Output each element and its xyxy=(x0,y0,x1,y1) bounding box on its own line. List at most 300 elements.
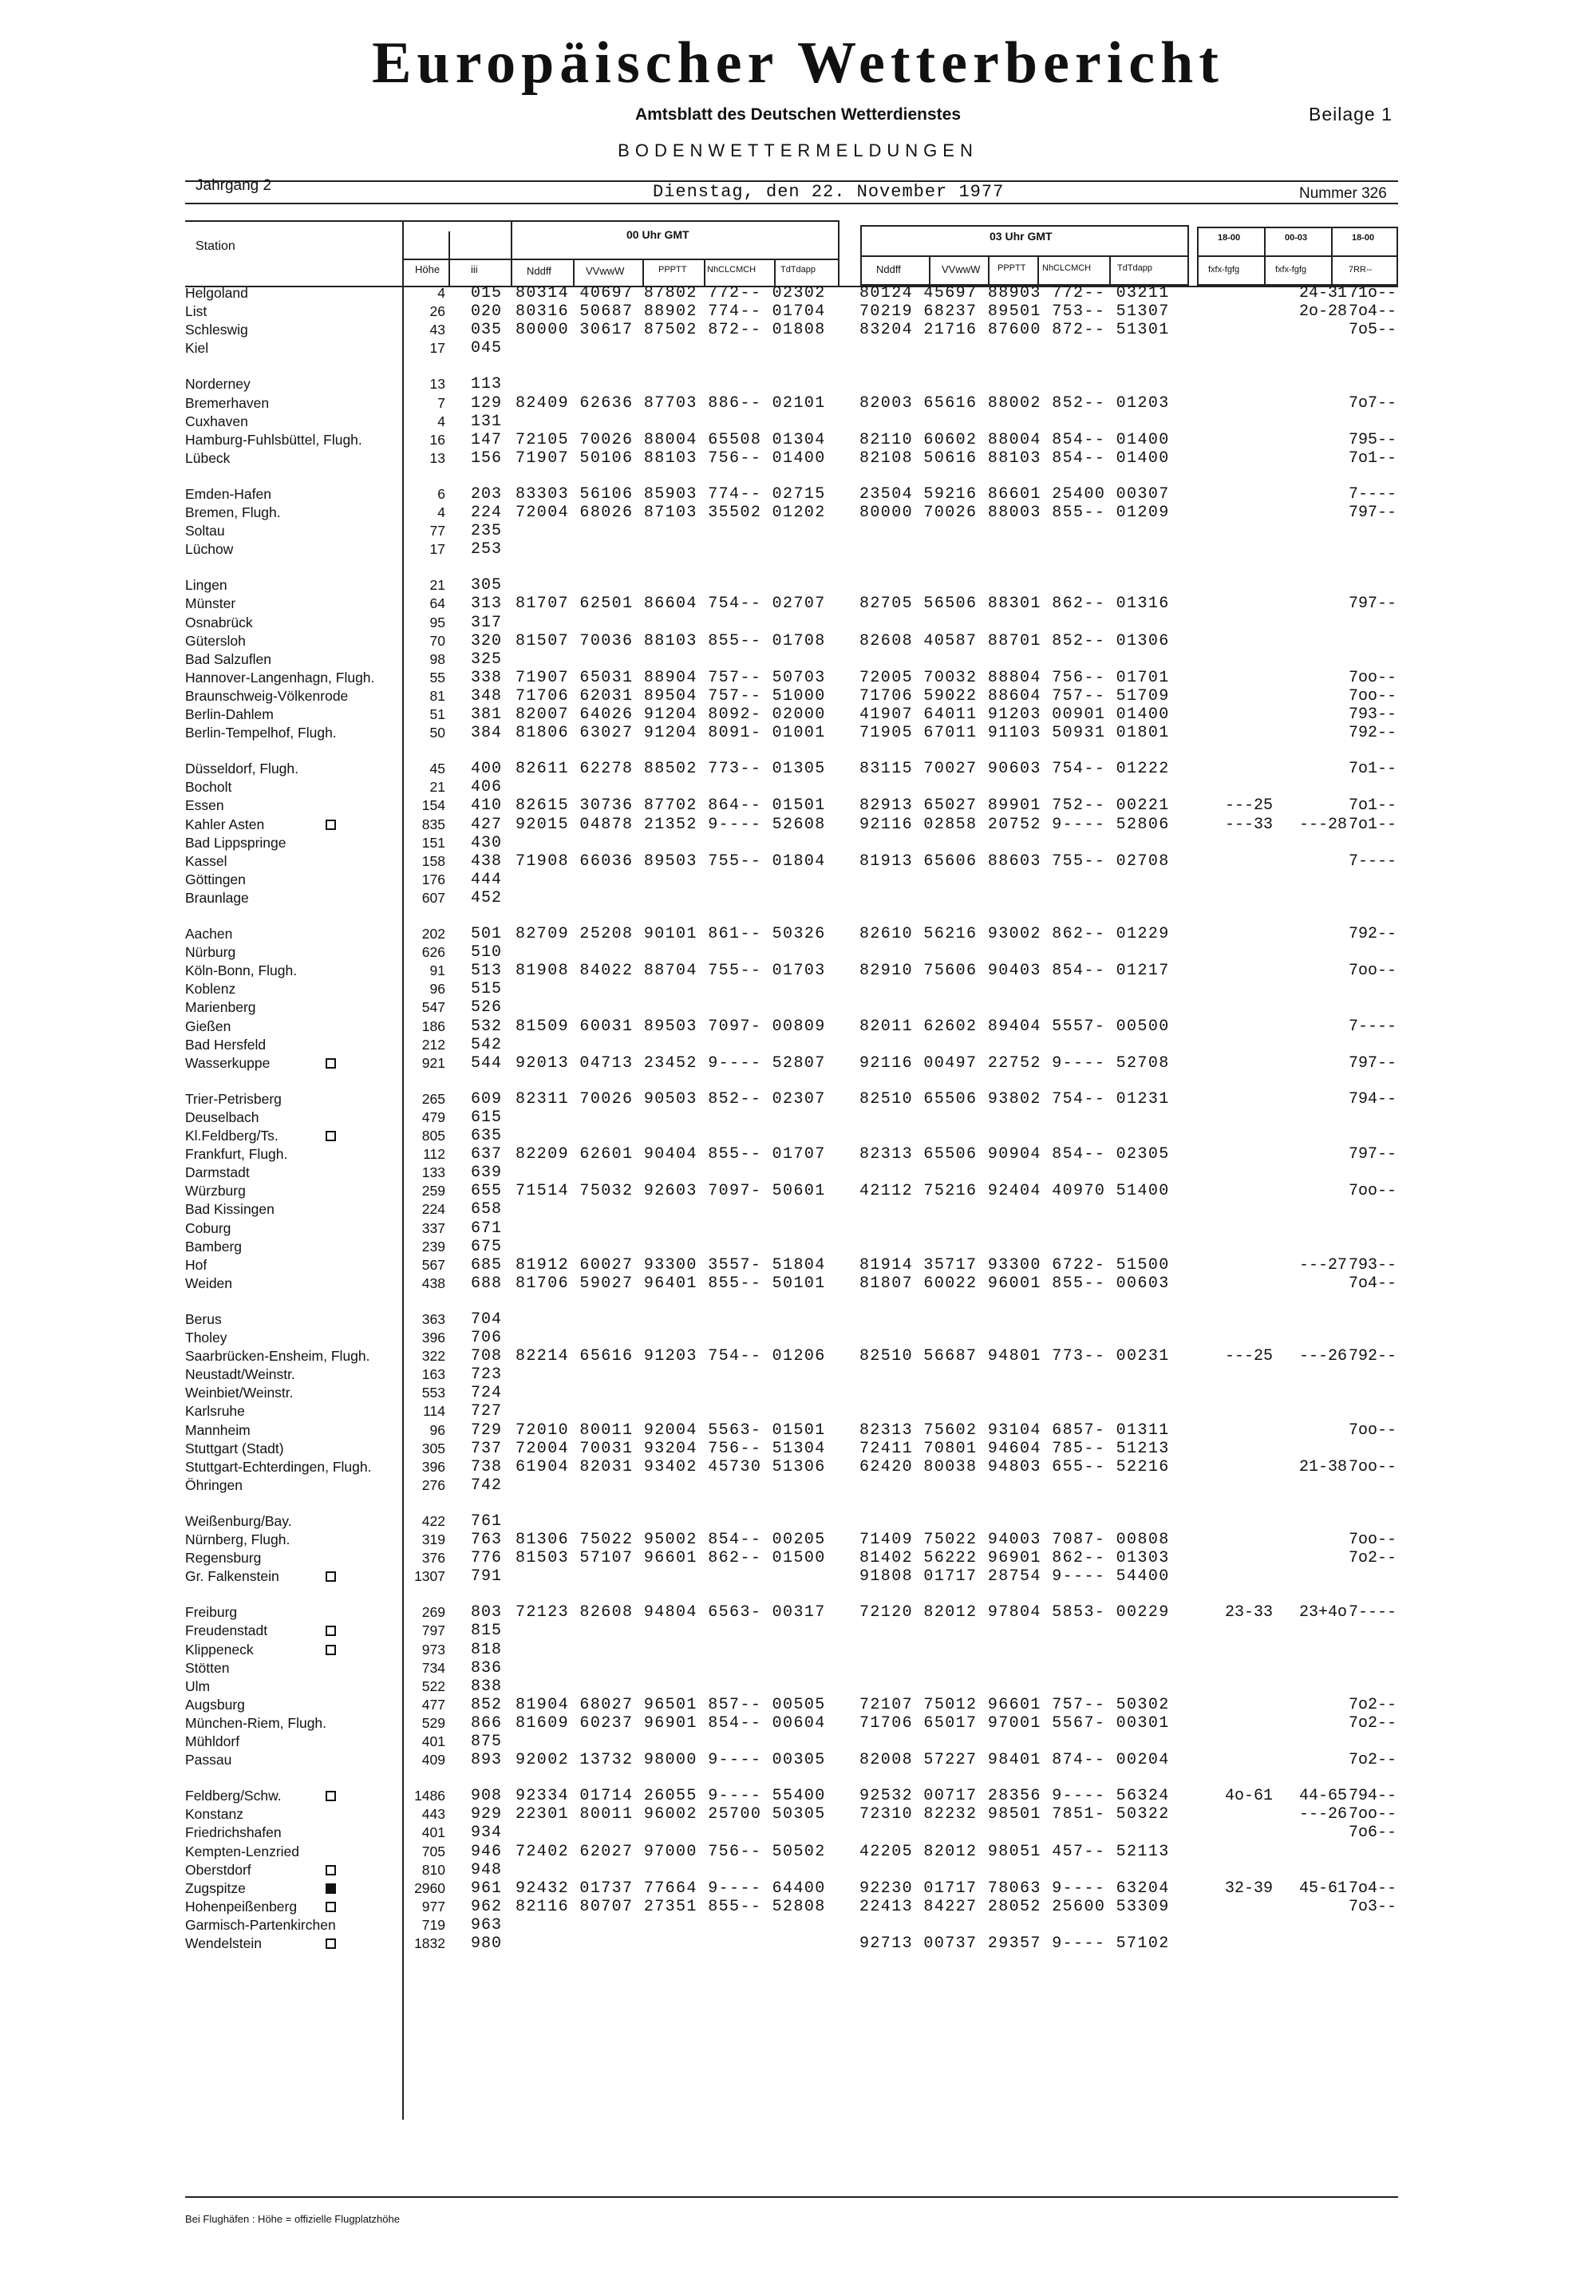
station-index: 381 xyxy=(471,705,503,724)
station-index: 020 xyxy=(471,302,503,322)
station-elevation: 797 xyxy=(421,1622,445,1639)
station-name: Karlsruhe xyxy=(185,1403,245,1420)
precip-18-00: 797-- xyxy=(1349,595,1397,614)
header-divider xyxy=(1197,255,1398,257)
station-name: Konstanz xyxy=(185,1806,243,1823)
gust-18-00: 4o-61 xyxy=(1224,1787,1273,1806)
station-index: 384 xyxy=(471,724,503,743)
station-elevation: 319 xyxy=(421,1531,445,1547)
station-elevation: 810 xyxy=(421,1861,445,1878)
precip-18-00: 7o7-- xyxy=(1349,393,1397,413)
station-index: 776 xyxy=(471,1549,503,1568)
station-elevation: 64 xyxy=(429,595,445,612)
station-name: Norderney xyxy=(185,376,251,393)
sub-col-rule xyxy=(642,259,644,286)
station-index: 400 xyxy=(471,760,503,779)
station-index: 655 xyxy=(471,1182,503,1201)
station-index: 948 xyxy=(471,1860,503,1879)
station-elevation: 376 xyxy=(421,1550,445,1567)
station-name: Wendelstein xyxy=(185,1935,262,1951)
sub-col-rule xyxy=(1109,255,1111,286)
obs-03-gmt: 92532 00717 28356 9---- 56324 xyxy=(859,1787,1170,1806)
obs-00-gmt: 81609 60237 96901 854-- 00604 xyxy=(516,1713,826,1733)
obs-03-gmt: 42112 75216 92404 40970 51400 xyxy=(859,1182,1170,1201)
station-index: 131 xyxy=(471,412,503,431)
footer-rule xyxy=(185,2196,1398,2198)
station-elevation: 977 xyxy=(421,1898,445,1915)
station-name: Mannheim xyxy=(185,1421,251,1438)
precip-18-00: 7oo-- xyxy=(1349,1457,1397,1476)
obs-03-gmt: 81807 60022 96001 855-- 00603 xyxy=(859,1274,1170,1293)
station-index: 724 xyxy=(471,1384,503,1403)
station-elevation: 158 xyxy=(421,852,445,869)
station-elevation: 43 xyxy=(429,322,445,338)
station-name: Trier-Petrisberg xyxy=(185,1090,282,1107)
station-elevation: 443 xyxy=(421,1806,445,1823)
station-name: Freiburg xyxy=(185,1604,238,1621)
station-elevation: 21 xyxy=(429,577,445,594)
station-index: 235 xyxy=(471,522,503,541)
station-index: 893 xyxy=(471,1751,503,1770)
station-elevation: 734 xyxy=(421,1659,445,1676)
station-name: Emden-Hafen xyxy=(185,485,271,502)
precip-18-00: 7o2-- xyxy=(1349,1695,1397,1714)
station-elevation: 96 xyxy=(429,1421,445,1438)
obs-00-gmt: 71706 62031 89504 757-- 51000 xyxy=(516,686,826,705)
station-name: Bremen, Flugh. xyxy=(185,504,281,520)
subtitle: Amtsblatt des Deutschen Wetterdienstes xyxy=(634,105,962,124)
obs-00-gmt: 72004 68026 87103 35502 01202 xyxy=(516,504,826,522)
obs-03-gmt: 82011 62602 89404 5557- 00500 xyxy=(859,1017,1170,1036)
station-name: Hamburg-Fuhlsbüttel, Flugh. xyxy=(185,431,362,448)
station-index: 637 xyxy=(471,1145,503,1164)
obs-03-gmt: 82510 56687 94801 773-- 00231 xyxy=(859,1347,1170,1366)
obs-00-gmt: 82214 65616 91203 754-- 01206 xyxy=(516,1347,826,1366)
station-elevation: 1307 xyxy=(414,1568,445,1585)
station-elevation: 96 xyxy=(429,981,445,998)
station-name: Bad Kissingen xyxy=(185,1201,275,1218)
obs-00-gmt: 81509 60031 89503 7097- 00809 xyxy=(516,1017,826,1036)
obs-03-gmt: 71409 75022 94003 7087- 00808 xyxy=(859,1531,1170,1549)
obs-03-gmt: 91808 01717 28754 9---- 54400 xyxy=(859,1567,1170,1587)
station-index: 685 xyxy=(471,1255,503,1274)
station-name: Oberstdorf xyxy=(185,1861,251,1878)
station-name: Augsburg xyxy=(185,1696,245,1713)
station-index: 723 xyxy=(471,1365,503,1385)
station-elevation: 921 xyxy=(421,1054,445,1071)
nddff-header-03: Nddff xyxy=(876,263,901,275)
station-name: Saarbrücken-Ensheim, Flugh. xyxy=(185,1348,370,1365)
station-index: 803 xyxy=(471,1603,503,1622)
station-elevation: 163 xyxy=(421,1366,445,1383)
sub-col-rule xyxy=(573,259,575,286)
obs-00-gmt: 81707 62501 86604 754-- 02707 xyxy=(516,595,826,614)
empty-square-marker xyxy=(326,1791,336,1801)
station-elevation: 17 xyxy=(429,340,445,357)
station-elevation: 95 xyxy=(429,614,445,630)
station-elevation: 705 xyxy=(421,1843,445,1859)
ppptt-header: PPPTT xyxy=(658,265,687,275)
station-name: Marienberg xyxy=(185,999,256,1016)
station-index: 320 xyxy=(471,631,503,650)
station-elevation: 6 xyxy=(437,485,445,502)
station-name: Soltau xyxy=(185,523,225,539)
station-name: Regensburg xyxy=(185,1550,262,1567)
station-index: 962 xyxy=(471,1897,503,1916)
obs-00-gmt: 82615 30736 87702 864-- 01501 xyxy=(516,796,826,816)
gust-00-03: ---26 xyxy=(1298,1805,1347,1824)
obs-00-gmt: 82209 62601 90404 855-- 01707 xyxy=(516,1145,826,1164)
station-elevation: 553 xyxy=(421,1385,445,1401)
precip-18-00: 7o6-- xyxy=(1349,1824,1397,1843)
station-elevation: 401 xyxy=(421,1733,445,1749)
vvwww-header-03: VVwwW xyxy=(942,263,981,275)
station-name: Hof xyxy=(185,1256,207,1273)
precip-18-00: 7o3-- xyxy=(1349,1897,1397,1916)
obs-00-gmt: 71514 75032 92603 7097- 50601 xyxy=(516,1182,826,1201)
station-elevation: 973 xyxy=(421,1641,445,1658)
station-elevation: 7 xyxy=(437,394,445,411)
station-index: 510 xyxy=(471,943,503,962)
precip-18-00: 7oo-- xyxy=(1349,686,1397,705)
precip-18-00: 7o2-- xyxy=(1349,1751,1397,1770)
station-index: 675 xyxy=(471,1237,503,1256)
station-index: 113 xyxy=(471,375,503,394)
station-name: Hohenpeißenberg xyxy=(185,1898,298,1915)
obs-00-gmt: 72402 62027 97000 756-- 50502 xyxy=(516,1842,826,1861)
station-elevation: 337 xyxy=(421,1219,445,1236)
station-elevation: 396 xyxy=(421,1458,445,1475)
obs-00-gmt: 92002 13732 98000 9---- 00305 xyxy=(516,1751,826,1770)
station-index: 224 xyxy=(471,504,503,522)
page-title: Europäischer Wetterbericht xyxy=(372,30,1224,96)
hoehe-header: Höhe xyxy=(415,263,440,275)
station-index: 704 xyxy=(471,1310,503,1329)
station-elevation: 77 xyxy=(429,523,445,539)
station-elevation: 112 xyxy=(423,1146,445,1163)
sub-col-rule xyxy=(774,259,776,286)
station-elevation: 133 xyxy=(421,1164,445,1181)
station-index: 305 xyxy=(471,576,503,595)
station-elevation: 607 xyxy=(421,889,445,906)
station-elevation: 1832 xyxy=(414,1935,445,1951)
station-elevation: 239 xyxy=(421,1238,445,1255)
station-elevation: 114 xyxy=(423,1403,445,1420)
station-elevation: 567 xyxy=(421,1256,445,1273)
gust-18-00: 32-39 xyxy=(1224,1879,1273,1898)
station-elevation: 269 xyxy=(421,1604,445,1621)
station-elevation: 4 xyxy=(437,285,445,301)
station-name: Kahler Asten xyxy=(185,816,265,832)
obs-03-gmt: 82510 65506 93802 754-- 01231 xyxy=(859,1089,1170,1108)
station-elevation: 13 xyxy=(429,449,445,466)
obs-03-gmt: 82110 60602 88004 854-- 01400 xyxy=(859,430,1170,449)
nddff-header: Nddff xyxy=(527,265,551,277)
station-name: Bamberg xyxy=(185,1238,243,1255)
station-name: Kl.Feldberg/Ts. xyxy=(185,1128,279,1144)
obs-00-gmt: 82611 62278 88502 773-- 01305 xyxy=(516,760,826,779)
precip-18-00: 792-- xyxy=(1349,724,1397,743)
obs-00-gmt: 83303 56106 85903 774-- 02715 xyxy=(516,484,826,504)
precip-18-00: 7o2-- xyxy=(1349,1713,1397,1733)
station-name: Stuttgart-Echterdingen, Flugh. xyxy=(185,1458,372,1475)
empty-square-marker xyxy=(326,1131,336,1141)
obs-00-gmt: 71908 66036 89503 755-- 01804 xyxy=(516,852,826,871)
issue-date: Dienstag, den 22. November 1977 xyxy=(653,182,1005,202)
station-index: 338 xyxy=(471,668,503,687)
station-name: Weinbiet/Weinstr. xyxy=(185,1385,294,1401)
station-name: Berlin-Dahlem xyxy=(185,706,274,722)
station-name: Klippeneck xyxy=(185,1641,254,1658)
filled-square-marker xyxy=(326,1883,336,1894)
station-elevation: 422 xyxy=(421,1512,445,1529)
obs-03-gmt: 72310 82232 98501 7851- 50322 xyxy=(859,1805,1170,1824)
footnote: Bei Flughäfen : Höhe = offizielle Flugplatzhöhe xyxy=(185,2213,400,2225)
station-elevation: 17 xyxy=(429,541,445,558)
precip-18-00: 794-- xyxy=(1349,1089,1397,1108)
jahrgang: Jahrgang 2 xyxy=(196,177,272,194)
station-name: Wasserkuppe xyxy=(185,1054,271,1071)
station-name: Tholey xyxy=(185,1330,227,1346)
station-name: Stötten xyxy=(185,1659,230,1676)
obs-03-gmt: 70219 68237 89501 753-- 51307 xyxy=(859,302,1170,322)
obs-03-gmt: 81914 35717 93300 6722- 51500 xyxy=(859,1255,1170,1274)
station-name: Feldberg/Schw. xyxy=(185,1788,282,1804)
station-name: Köln-Bonn, Flugh. xyxy=(185,962,298,979)
sub-col-rule xyxy=(1264,227,1266,286)
station-elevation: 719 xyxy=(421,1916,445,1933)
issue-number: Nummer 326 xyxy=(1299,185,1387,202)
station-name: Ulm xyxy=(185,1678,211,1694)
obs-00-gmt: 81306 75022 95002 854-- 00205 xyxy=(516,1531,826,1549)
obs-00-gmt: 81507 70036 88103 855-- 01708 xyxy=(516,631,826,650)
precip-18-00: 7o4-- xyxy=(1349,302,1397,322)
precip-18-00: 7oo-- xyxy=(1349,1805,1397,1824)
station-name: Öhringen xyxy=(185,1476,243,1493)
obs-03-gmt: 80000 70026 88003 855-- 01209 xyxy=(859,504,1170,522)
obs-03-gmt: 81402 56222 96901 862-- 01303 xyxy=(859,1549,1170,1568)
obs-00-gmt: 92015 04878 21352 9---- 52608 xyxy=(516,815,826,834)
obs-03-gmt: 82910 75606 90403 854-- 01217 xyxy=(859,962,1170,981)
precip-18-00: 794-- xyxy=(1349,1787,1397,1806)
precip-18-00: 7oo-- xyxy=(1349,1182,1397,1201)
station-elevation: 1486 xyxy=(414,1788,445,1804)
station-elevation: 154 xyxy=(421,797,445,814)
obs-03-gmt: 71905 67011 91103 50931 01801 xyxy=(859,724,1170,743)
table-top-rule xyxy=(185,220,839,222)
station-name: Freudenstadt xyxy=(185,1622,268,1639)
station-name: Bad Lippspringe xyxy=(185,834,286,851)
obs-03-gmt: 42205 82012 98051 457-- 52113 xyxy=(859,1842,1170,1861)
station-elevation: 438 xyxy=(421,1274,445,1291)
obs-03-gmt: 82108 50616 88103 854-- 01400 xyxy=(859,449,1170,468)
station-name: Weißenburg/Bay. xyxy=(185,1512,292,1529)
station-index: 818 xyxy=(471,1640,503,1659)
obs-03-gmt: 22413 84227 28052 25600 53309 xyxy=(859,1897,1170,1916)
precip-18-00: 797-- xyxy=(1349,1145,1397,1164)
obs-00-gmt: 72123 82608 94804 6563- 00317 xyxy=(516,1603,826,1622)
station-elevation: 547 xyxy=(421,999,445,1016)
station-index: 438 xyxy=(471,852,503,871)
obs-03-gmt: 92116 00497 22752 9---- 52708 xyxy=(859,1053,1170,1073)
empty-square-marker xyxy=(326,1645,336,1655)
station-name: Friedrichshafen xyxy=(185,1824,282,1841)
station-index: 866 xyxy=(471,1713,503,1733)
station-elevation: 479 xyxy=(421,1108,445,1125)
gust-00-03: 21-38 xyxy=(1298,1457,1347,1476)
obs-03-gmt: 82610 56216 93002 862-- 01229 xyxy=(859,925,1170,943)
station-name: List xyxy=(185,303,207,320)
station-name: Nürburg xyxy=(185,944,236,961)
station-elevation: 13 xyxy=(429,376,445,393)
station-name: Helgoland xyxy=(185,285,248,301)
precip-18-00: 792-- xyxy=(1349,1347,1397,1366)
precip-18-00: 7o4-- xyxy=(1349,1879,1397,1898)
precip-18-00: 793-- xyxy=(1349,705,1397,724)
time-00-header: 00 Uhr GMT xyxy=(626,228,689,241)
time-03-header: 03 Uhr GMT xyxy=(990,230,1053,243)
station-elevation: 16 xyxy=(429,431,445,448)
precip-18-00: 793-- xyxy=(1349,1255,1397,1274)
cloud-header: NhCLCMCH xyxy=(707,265,757,275)
station-name: Gießen xyxy=(185,1018,231,1034)
station-index: 763 xyxy=(471,1531,503,1549)
gust-18-00: ---25 xyxy=(1224,796,1273,816)
obs-03-gmt: 82313 75602 93104 6857- 01311 xyxy=(859,1421,1170,1440)
station-name: München-Riem, Flugh. xyxy=(185,1714,327,1731)
obs-00-gmt: 82311 70026 90503 852-- 02307 xyxy=(516,1089,826,1108)
station-elevation: 522 xyxy=(421,1678,445,1694)
station-index: 727 xyxy=(471,1402,503,1421)
station-name: Mühldorf xyxy=(185,1733,240,1749)
station-index: 430 xyxy=(471,833,503,852)
station-index: 501 xyxy=(471,925,503,943)
precip-18-00: 797-- xyxy=(1349,1053,1397,1073)
obs-00-gmt: 92334 01714 26055 9---- 55400 xyxy=(516,1787,826,1806)
station-index: 526 xyxy=(471,998,503,1018)
gust-header-1: 18-00 xyxy=(1218,233,1241,243)
station-name: Bad Salzuflen xyxy=(185,650,271,667)
empty-square-marker xyxy=(326,1571,336,1582)
obs-00-gmt: 81503 57107 96601 862-- 01500 xyxy=(516,1549,826,1568)
obs-00-gmt: 82007 64026 91204 8092- 02000 xyxy=(516,705,826,724)
precip-18-00: 71o-- xyxy=(1349,284,1397,302)
ppptt-header-03: PPPTT xyxy=(998,263,1026,273)
station-index: 317 xyxy=(471,613,503,632)
station-index: 875 xyxy=(471,1733,503,1751)
station-index: 452 xyxy=(471,888,503,907)
station-index: 615 xyxy=(471,1108,503,1127)
station-elevation: 70 xyxy=(429,632,445,649)
sub-col-rule xyxy=(1037,255,1039,286)
obs-00-gmt: 92432 01737 77664 9---- 64400 xyxy=(516,1879,826,1898)
precip-18-00: 7---- xyxy=(1349,852,1397,871)
beilage-label: Beilage 1 xyxy=(1309,104,1393,124)
station-index: 544 xyxy=(471,1053,503,1073)
station-index: 737 xyxy=(471,1439,503,1458)
station-index: 444 xyxy=(471,870,503,889)
obs-00-gmt: 81904 68027 96501 857-- 00505 xyxy=(516,1695,826,1714)
obs-00-gmt: 92013 04713 23452 9---- 52807 xyxy=(516,1053,826,1073)
precip-18-00: 7o1-- xyxy=(1349,760,1397,779)
empty-square-marker xyxy=(326,1058,336,1069)
precip-18-00: 7oo-- xyxy=(1349,1531,1397,1549)
station-name: Stuttgart (Stadt) xyxy=(185,1440,284,1456)
station-index: 515 xyxy=(471,980,503,999)
station-name: Neustadt/Weinstr. xyxy=(185,1366,295,1383)
dew-header: TdTdapp xyxy=(780,265,816,275)
obs-00-gmt: 22301 80011 96002 25700 50305 xyxy=(516,1805,826,1824)
station-elevation: 45 xyxy=(429,761,445,777)
station-name: Lingen xyxy=(185,577,227,594)
station-name: Berus xyxy=(185,1310,222,1327)
gust-header-2: 00-03 xyxy=(1285,233,1308,243)
sub-col-rule xyxy=(704,259,705,286)
obs-00-gmt: 82116 80707 27351 855-- 52808 xyxy=(516,1897,826,1916)
station-name: Hannover-Langenhagn, Flugh. xyxy=(185,669,375,686)
station-name: Gütersloh xyxy=(185,632,246,649)
station-elevation: 529 xyxy=(421,1714,445,1731)
station-index: 325 xyxy=(471,650,503,669)
station-elevation: 91 xyxy=(429,962,445,979)
obs-00-gmt: 71907 65031 88904 757-- 50703 xyxy=(516,668,826,687)
station-elevation: 151 xyxy=(421,834,445,851)
obs-00-gmt: 80316 50687 88902 774-- 01704 xyxy=(516,302,826,322)
dew-header-03: TdTdapp xyxy=(1117,263,1153,273)
obs-03-gmt: 92116 02858 20752 9---- 52806 xyxy=(859,815,1170,834)
station-elevation: 265 xyxy=(421,1090,445,1107)
col-rule xyxy=(402,220,404,2120)
station-elevation: 805 xyxy=(421,1128,445,1144)
station-index: 313 xyxy=(471,595,503,614)
obs-00-gmt: 81806 63027 91204 8091- 01001 xyxy=(516,724,826,743)
station-name: Berlin-Tempelhof, Flugh. xyxy=(185,725,337,741)
obs-00-gmt: 72004 70031 93204 756-- 51304 xyxy=(516,1439,826,1458)
obs-00-gmt: 72010 80011 92004 5563- 01501 xyxy=(516,1421,826,1440)
obs-03-gmt: 92713 00737 29357 9---- 57102 xyxy=(859,1934,1170,1953)
station-elevation: 51 xyxy=(429,706,445,722)
obs-03-gmt: 82313 65506 90904 854-- 02305 xyxy=(859,1145,1170,1164)
obs-03-gmt: 72107 75012 96601 757-- 50302 xyxy=(859,1695,1170,1714)
station-name: Münster xyxy=(185,595,236,612)
col-rule xyxy=(511,220,512,287)
station-name: Gr. Falkenstein xyxy=(185,1568,279,1585)
station-elevation: 212 xyxy=(421,1036,445,1053)
obs-03-gmt: 83115 70027 90603 754-- 01222 xyxy=(859,760,1170,779)
gust-00-03: 23+4o xyxy=(1298,1603,1347,1622)
iii-header: iii xyxy=(471,263,478,275)
station-index: 635 xyxy=(471,1127,503,1145)
gust-subheader-2: fxfx-fgfg xyxy=(1275,265,1307,275)
precip-18-00: 7oo-- xyxy=(1349,962,1397,981)
station-elevation: 259 xyxy=(421,1183,445,1199)
station-elevation: 2960 xyxy=(414,1879,445,1896)
obs-03-gmt: 71706 65017 97001 5567- 00301 xyxy=(859,1713,1170,1733)
sub-col-rule xyxy=(988,255,990,286)
obs-03-gmt: 23504 59216 86601 25400 00307 xyxy=(859,484,1170,504)
header-divider xyxy=(860,255,1189,257)
station-header: Station xyxy=(196,239,235,253)
station-elevation: 21 xyxy=(429,779,445,796)
obs-03-gmt: 41907 64011 91203 00901 01400 xyxy=(859,705,1170,724)
station-elevation: 626 xyxy=(421,944,445,961)
station-index: 963 xyxy=(471,1915,503,1934)
station-index: 147 xyxy=(471,430,503,449)
station-elevation: 202 xyxy=(421,926,445,942)
precip-18-00: 7o1-- xyxy=(1349,796,1397,816)
station-index: 934 xyxy=(471,1824,503,1843)
obs-03-gmt: 83204 21716 87600 872-- 51301 xyxy=(859,321,1170,340)
